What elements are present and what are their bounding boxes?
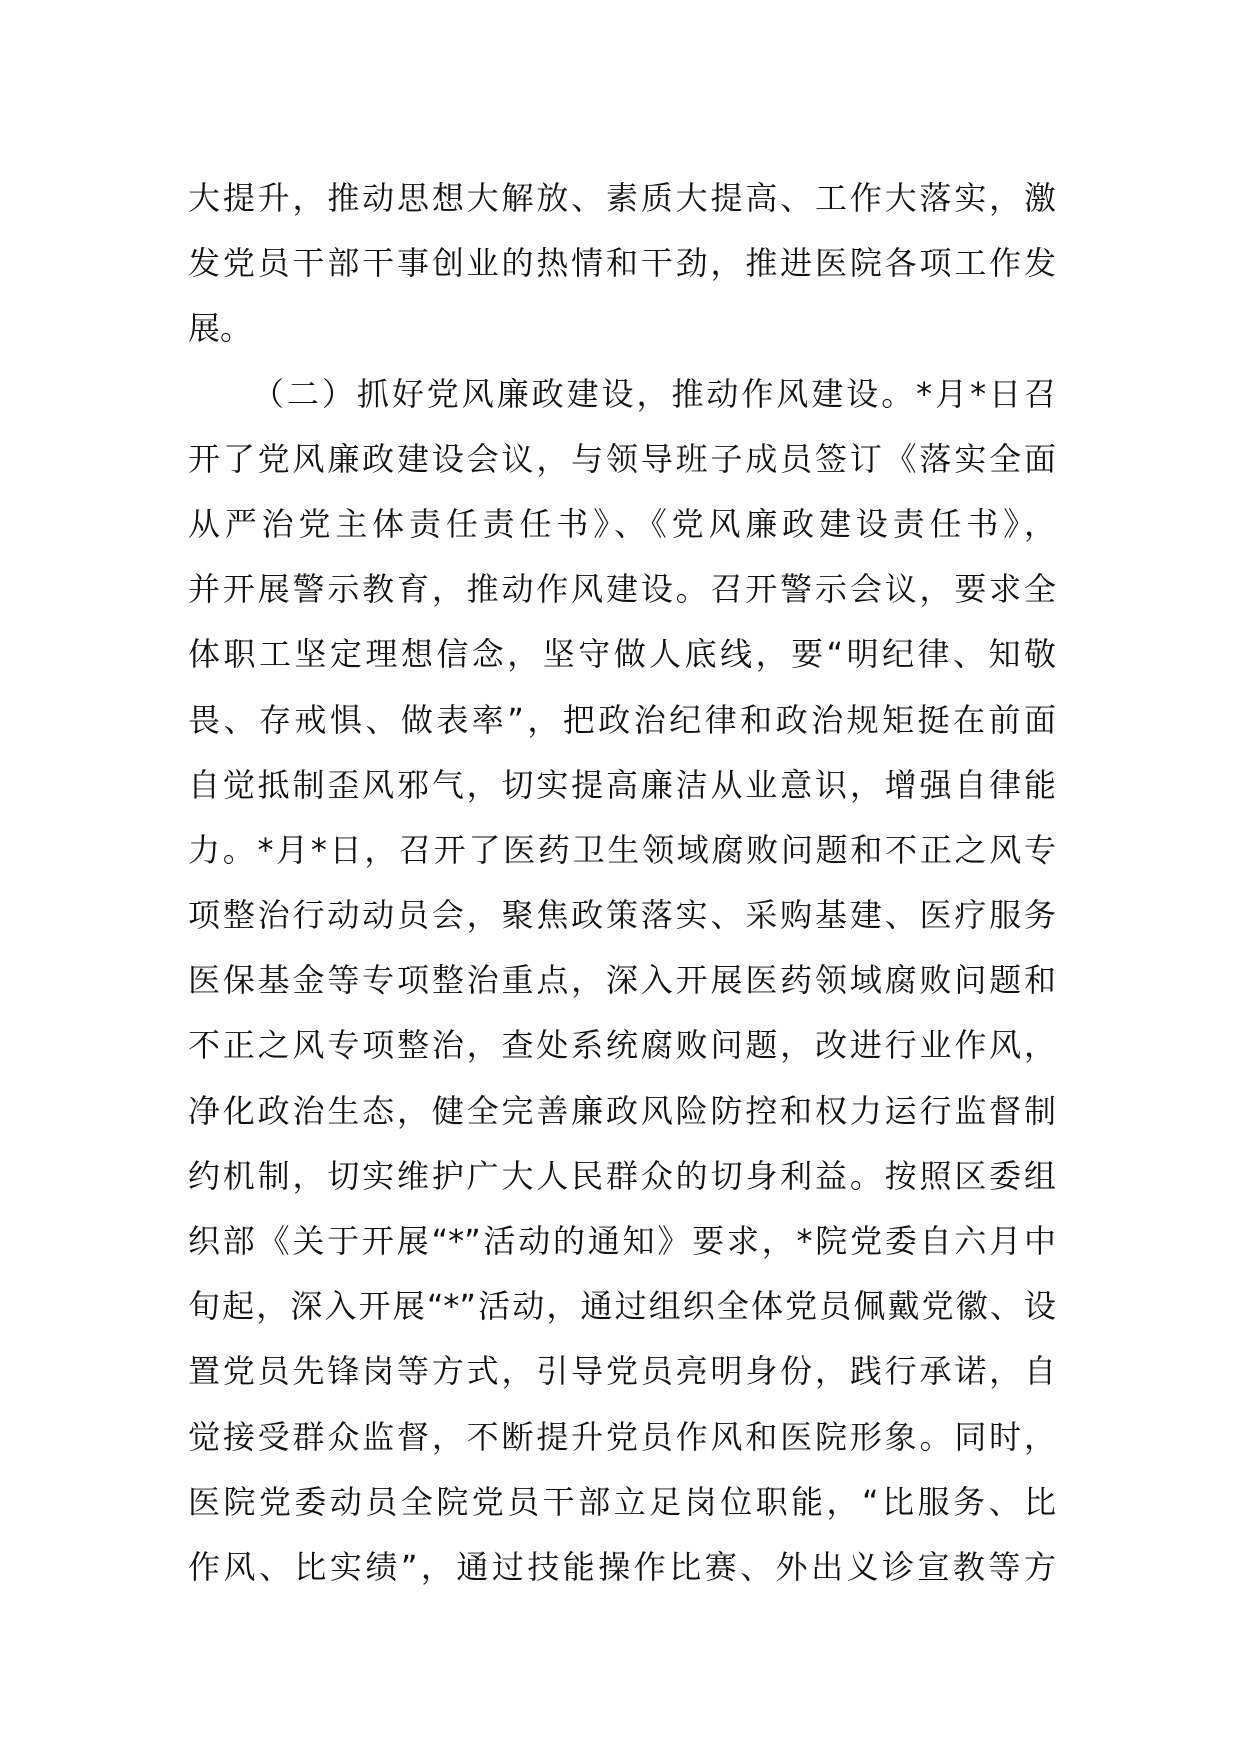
text-line: 觉接受群众监督，不断提升党员作风和医院形象。同时， [188, 1417, 1056, 1456]
text-line: 旬起，深入开展“*”活动，通过组织全体党员佩戴党徽、设 [188, 1287, 1056, 1326]
text-line: 展。 [188, 309, 253, 348]
body-text [188, 166, 1056, 1600]
text-line: 净化政治生态，健全完善廉政风险防控和权力运行监督制 [188, 1091, 1056, 1130]
text-line: 织部《关于开展“*”活动的通知》要求，*院党委自六月中 [188, 1222, 1056, 1260]
text-line: 并开展警示教育，推动作风建设。召开警示会议，要求全 [188, 570, 1056, 609]
text-line: 医保基金等专项整治重点，深入开展医药领域腐败问题和 [188, 961, 1056, 1000]
text-line: 力。*月*日，召开了医药卫生领域腐败问题和不正之风专 [188, 830, 1056, 869]
text-line: 体职工坚定理想信念，坚守做人底线，要“明纪律、知敬 [188, 635, 1056, 674]
text-line: 不正之风专项整治，查处系统腐败问题，改进行业作风， [188, 1026, 1056, 1065]
text-line: 发党员干部干事创业的热情和干劲，推进医院各项工作发 [188, 244, 1056, 283]
section-heading-line: （二）抓好党风廉政建设，推动作风建设。*月*日召 [252, 374, 1056, 413]
text-line: 开了党风廉政建设会议，与领导班子成员签订《落实全面 [188, 439, 1056, 478]
text-line: 置党员先锋岗等方式，引导党员亮明身份，践行承诺，自 [188, 1352, 1056, 1391]
text-line: 作风、比实绩”，通过技能操作比赛、外出义诊宣教等方 [188, 1547, 1056, 1586]
text-line: 畏、存戒惧、做表率”，把政治纪律和政治规矩挺在前面 [188, 700, 1056, 739]
text-line: 自觉抵制歪风邪气，切实提高廉洁从业意识，增强自律能 [188, 765, 1056, 804]
text-line: 大提升，推动思想大解放、素质大提高、工作大落实，激 [188, 179, 1056, 217]
text-line: 从严治党主体责任责任书》、《党风廉政建设责任书》， [188, 504, 1056, 543]
text-line: 约机制，切实维护广大人民群众的切身利益。按照区委组 [188, 1156, 1056, 1195]
text-line: 项整治行动动员会，聚焦政策落实、采购基建、医疗服务 [188, 896, 1056, 935]
text-line: 医院党委动员全院党员干部立足岗位职能，“比服务、比 [188, 1482, 1056, 1521]
